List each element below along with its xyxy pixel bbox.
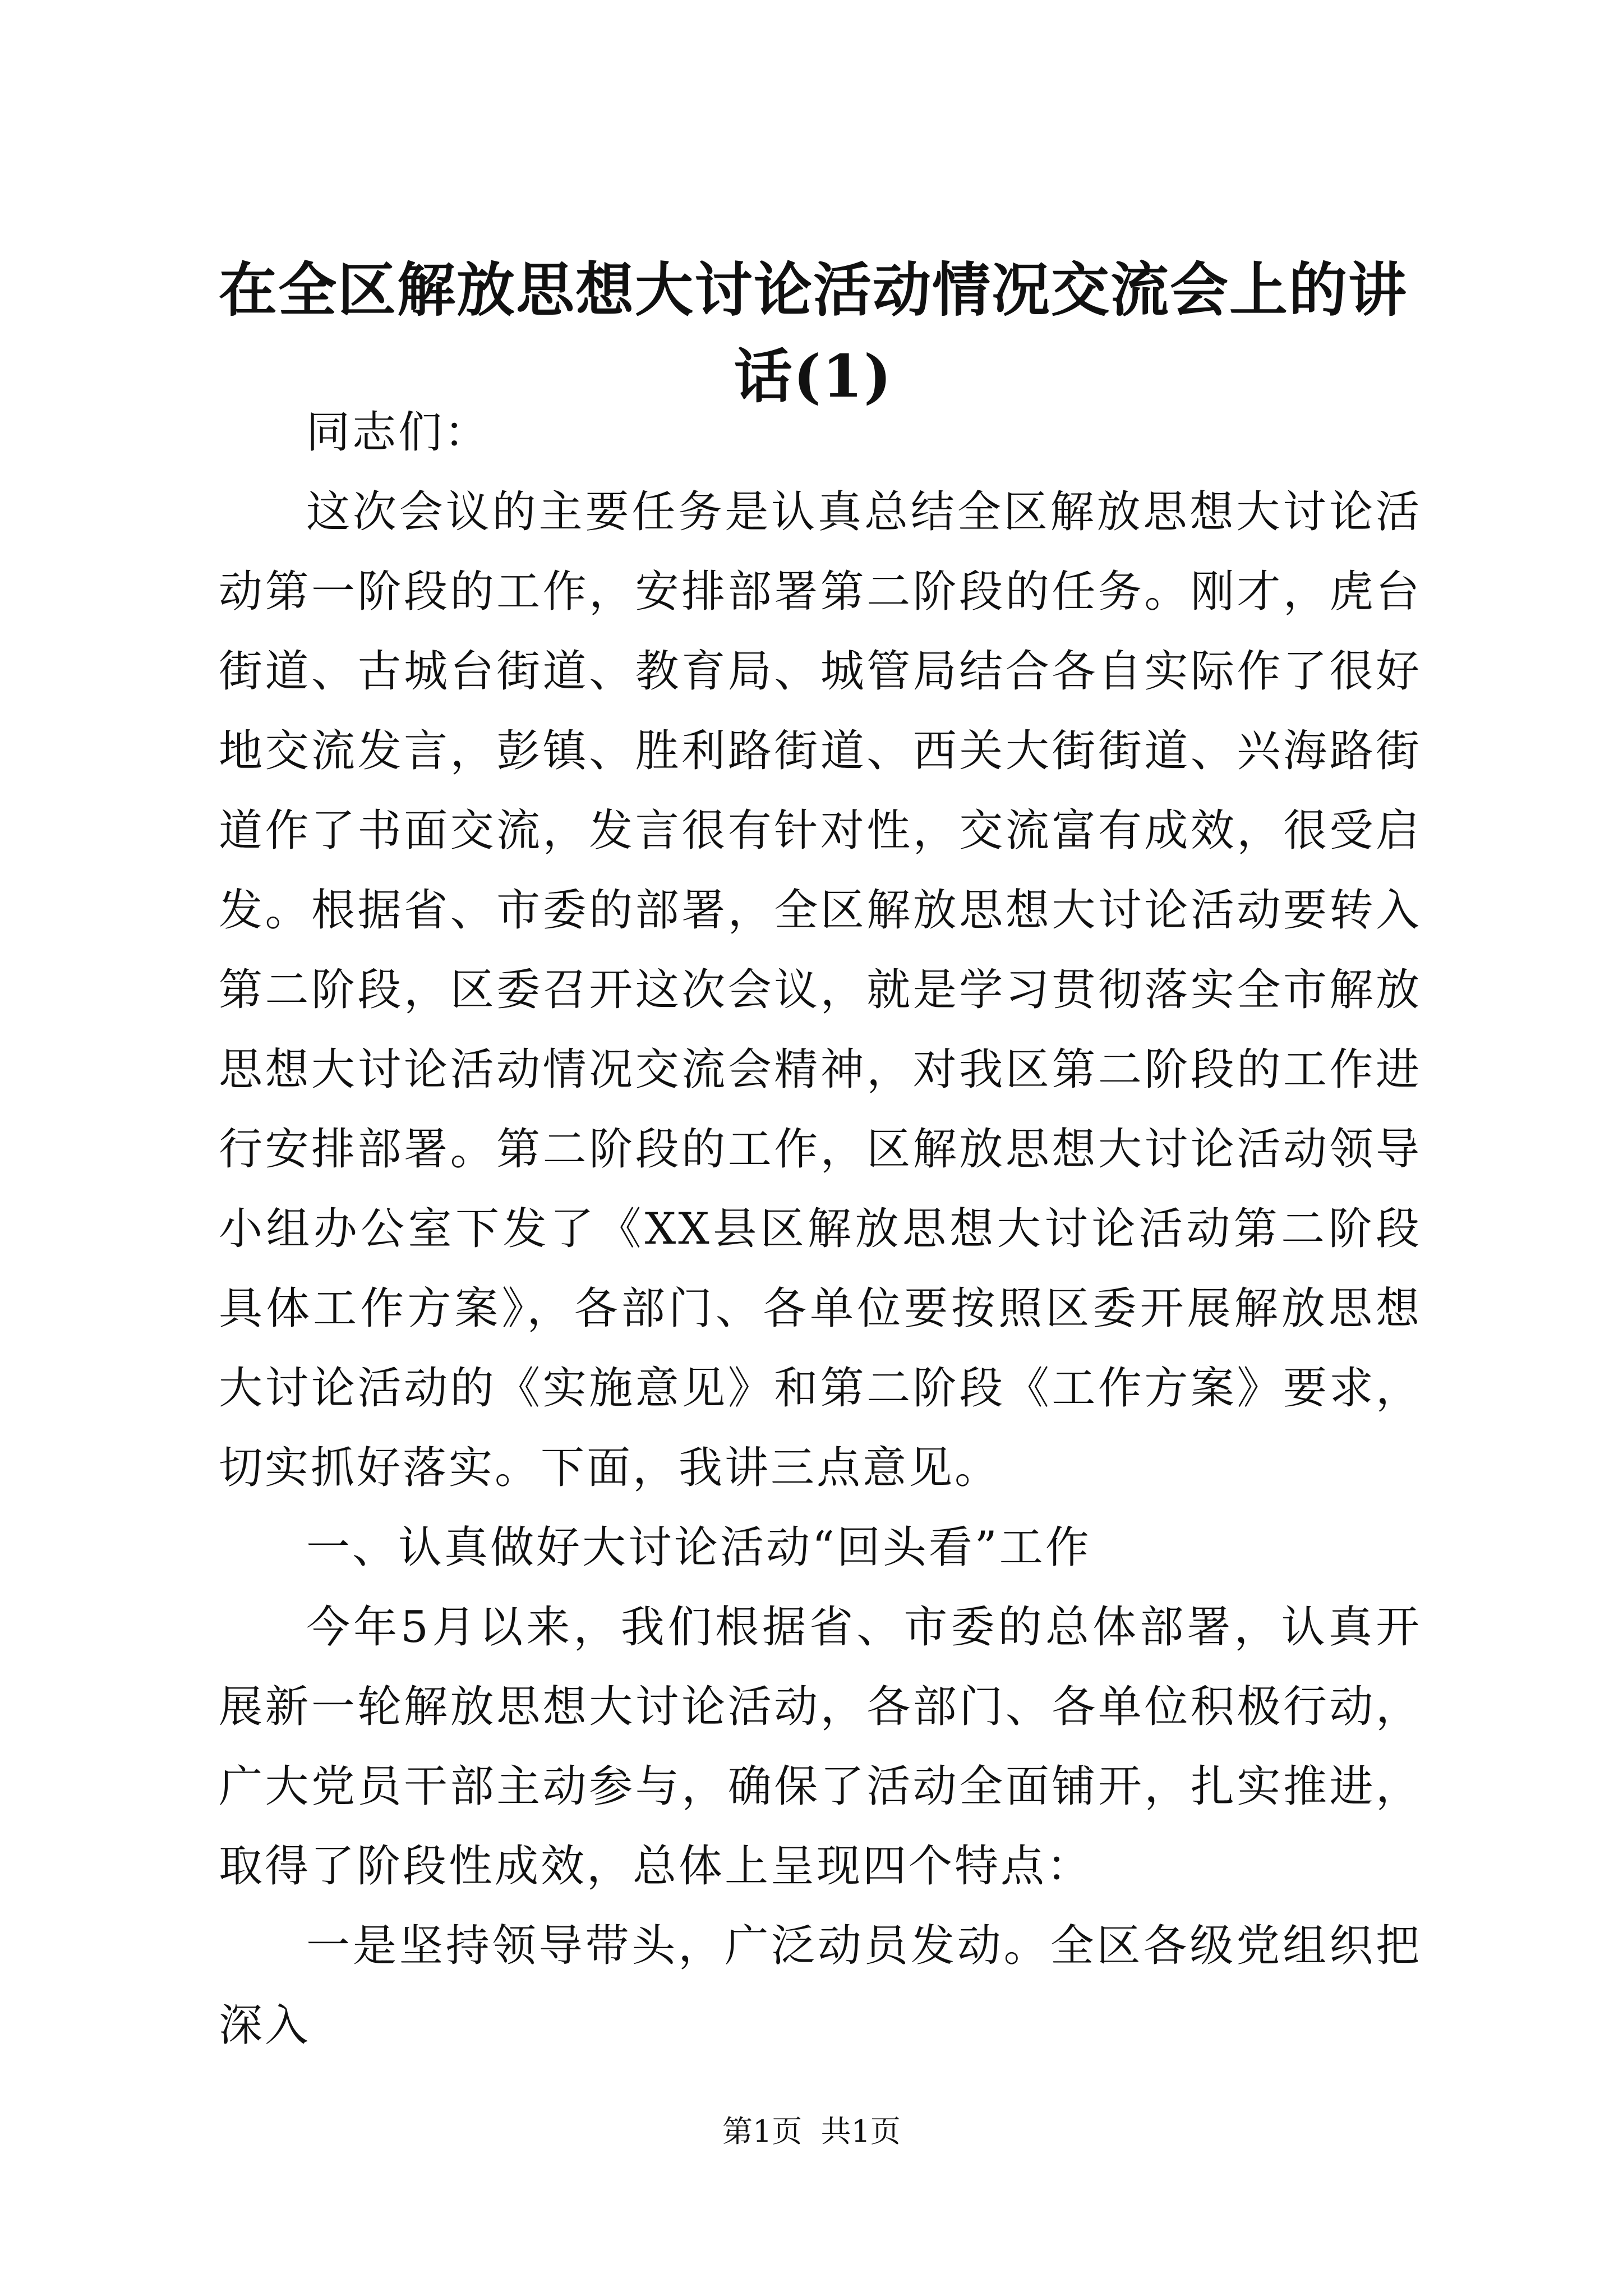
salutation: 同志们：: [306, 407, 491, 458]
title-line-1: 在全区解放思想大讨论活动情况交流会上的讲: [218, 255, 1408, 324]
body-paragraph: 一是坚持领导带头，广泛动员发动。全区各级党组织把深入: [219, 1921, 1422, 2051]
document-body: [219, 393, 1422, 2065]
page-total: 共1页: [820, 2114, 901, 2149]
page-number: 第1页: [722, 2114, 803, 2149]
body-paragraph: 这次会议的主要任务是认真总结全区解放思想大讨论活动第一阶段的工作，安排部署第二阶段的任务。刚才，虎台街道、古城台街道、教育局、城管局结合各自实际作了很好地交流发言，彭镇、胜利路街道、西关大街街道、兴海路街道作了书面交流，发言很有针对性，交流富有成效，很受启发。根据省、市委的部署，全区解放思想大讨论活动要转入第二阶段，区委召开这次会议，就是学习贯彻落实全市解放思想大讨论活动情况交流会精神，对我区第二阶段的工作进行安排部署。第二阶段的工作，区解放思想大讨论活动领导小组办公室下发了《XX县区解放思想大讨论活动第二阶段具体工作方案》，各部门、各单位要按照区委开展解放思想大讨论活动的《实施意见》和第二阶段《工作方案》要求，切实抓好落实。下面，我讲三点意见。: [219, 487, 1422, 1493]
section-heading: 一、认真做好大讨论活动“回头看”工作: [306, 1522, 1091, 1573]
page-footer: [0, 2112, 1623, 2151]
title-line-2: 话(1): [734, 342, 893, 411]
body-paragraph: 今年5月以来，我们根据省、市委的总体部署，认真开展新一轮解放思想大讨论活动，各部门、各单位积极行动，广大党员干部主动参与，确保了活动全面铺开，扎实推进，取得了阶段性成效，总体上呈现四个特点：: [219, 1602, 1422, 1892]
